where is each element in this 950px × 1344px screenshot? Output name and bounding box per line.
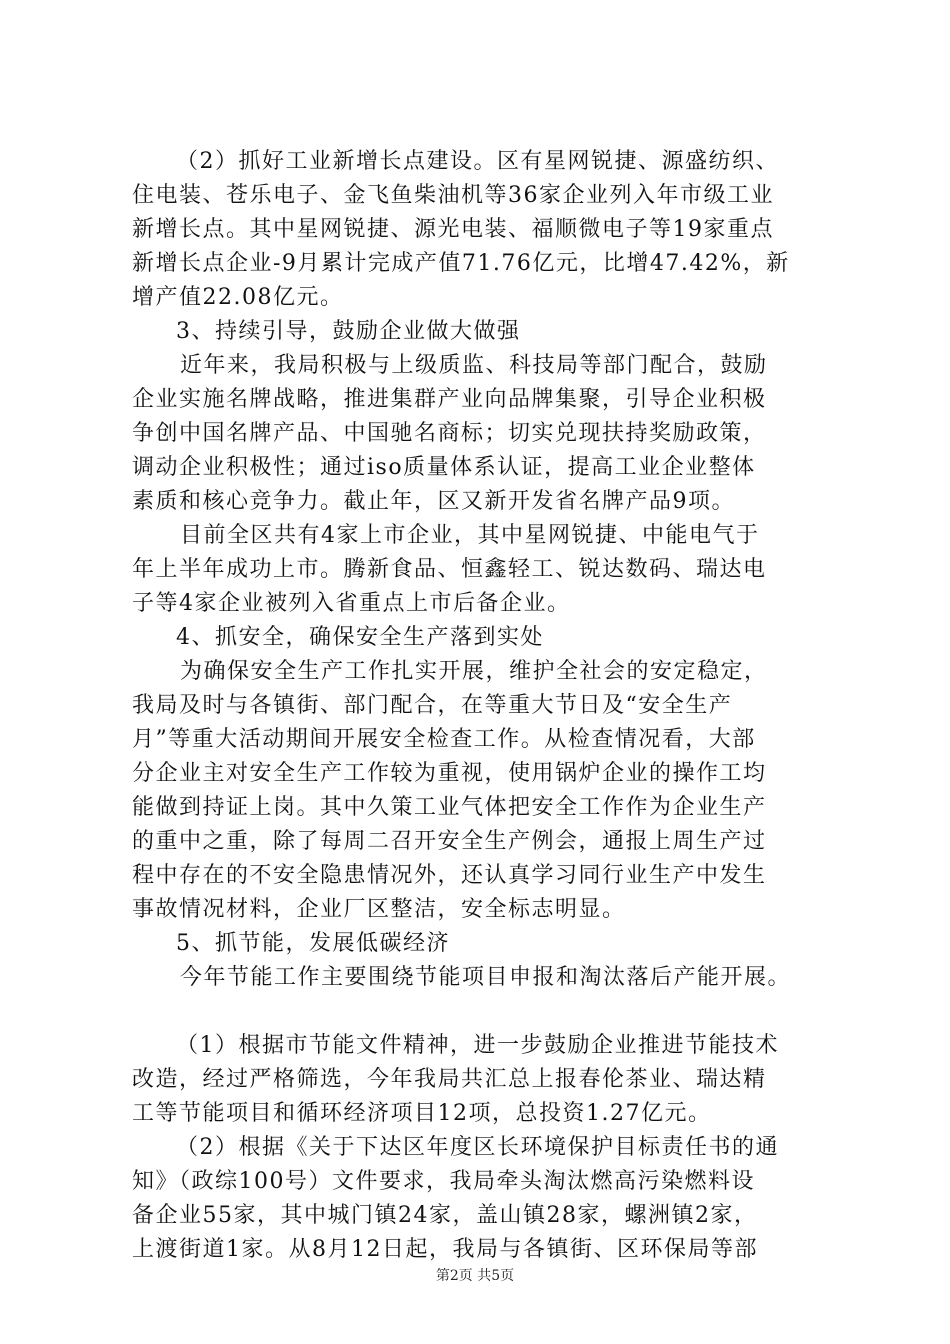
text-line: 调动企业积极性；通过iso质量体系认证，提高工业企业整体: [132, 455, 756, 480]
text-line: 增产值22.08亿元。: [132, 285, 344, 310]
text-line: 改造，经过严格筛选，今年我局共汇总上报春伦茶业、瑞达精: [132, 1067, 767, 1092]
text-line: 子等4家企业被列入省重点上市后备企业。: [132, 591, 571, 616]
text-line: 事故情况材料，企业厂区整洁，安全标志明显。: [132, 897, 626, 922]
text-line: 争创中国名牌产品、中国驰名商标；切实兑现扶持奖励政策，: [132, 421, 767, 446]
text-line: 程中存在的不安全隐患情况外，还认真学习同行业生产中发生: [132, 863, 767, 888]
text-line: 工等节能项目和循环经济项目12项，总投资1.27亿元。: [132, 1101, 712, 1126]
section-heading: 5、抓节能，发展低碳经济: [176, 931, 450, 956]
text-line: 新增长点企业-9月累计完成产值71.76亿元，比增47.42%，新: [132, 251, 790, 276]
text-line: 备企业55家，其中城门镇24家，盖山镇28家，螺洲镇2家，: [132, 1203, 758, 1228]
text-line: 素质和核心竞争力。截止年，区又新开发省名牌产品9项。: [132, 489, 735, 514]
text-line: 能做到持证上岗。其中久策工业气体把安全工作作为企业生产: [132, 795, 767, 820]
text-line: 上渡街道1家。从8月12日起，我局与各镇街、区环保局等部: [132, 1237, 758, 1262]
text-line: 目前全区共有4家上市企业，其中星网锐捷、中能电气于: [180, 523, 760, 548]
text-line: 新增长点。其中星网锐捷、源光电装、福顺微电子等19家重点: [132, 217, 774, 242]
text-line: （1）根据市节能文件精神，进一步鼓励企业推进节能技术: [176, 1033, 779, 1058]
section-heading: 3、持续引导，鼓励企业做大做强: [176, 319, 521, 344]
text-line: （2）根据《关于下达区年度区长环境保护目标责任书的通: [176, 1135, 779, 1160]
text-line: 月”等重大活动期间开展安全检查工作。从检查情况看，大部: [132, 727, 756, 752]
text-line: 知》（政综100号）文件要求，我局牵头淘汰燃高污染燃料设: [132, 1169, 755, 1194]
text-line: 的重中之重，除了每周二召开安全生产例会，通报上周生产过: [132, 829, 767, 854]
text-line: 分企业主对安全生产工作较为重视，使用锅炉企业的操作工均: [132, 761, 767, 786]
text-line: （2）抓好工业新增长点建设。区有星网锐捷、源盛纺织、: [176, 149, 779, 174]
page-number: 第2页 共5页: [435, 1268, 515, 1284]
text-line: 为确保安全生产工作扎实开展，维护全社会的安定稳定，: [180, 659, 768, 684]
section-heading: 4、抓安全，确保安全生产落到实处: [176, 625, 544, 650]
text-line: 近年来，我局积极与上级质监、科技局等部门配合，鼓励: [180, 353, 768, 378]
text-line: 今年节能工作主要围绕节能项目申报和淘汰落后产能开展。: [180, 965, 792, 990]
text-line: 住电装、苍乐电子、金飞鱼柴油机等36家企业列入年市级工业: [132, 183, 774, 208]
text-line: 我局及时与各镇街、部门配合，在等重大节日及“安全生产: [132, 693, 733, 718]
text-line: 年上半年成功上市。腾新食品、恒鑫轻工、锐达数码、瑞达电: [132, 557, 767, 582]
text-line: 企业实施名牌战略，推进集群产业向品牌集聚，引导企业积极: [132, 387, 767, 412]
